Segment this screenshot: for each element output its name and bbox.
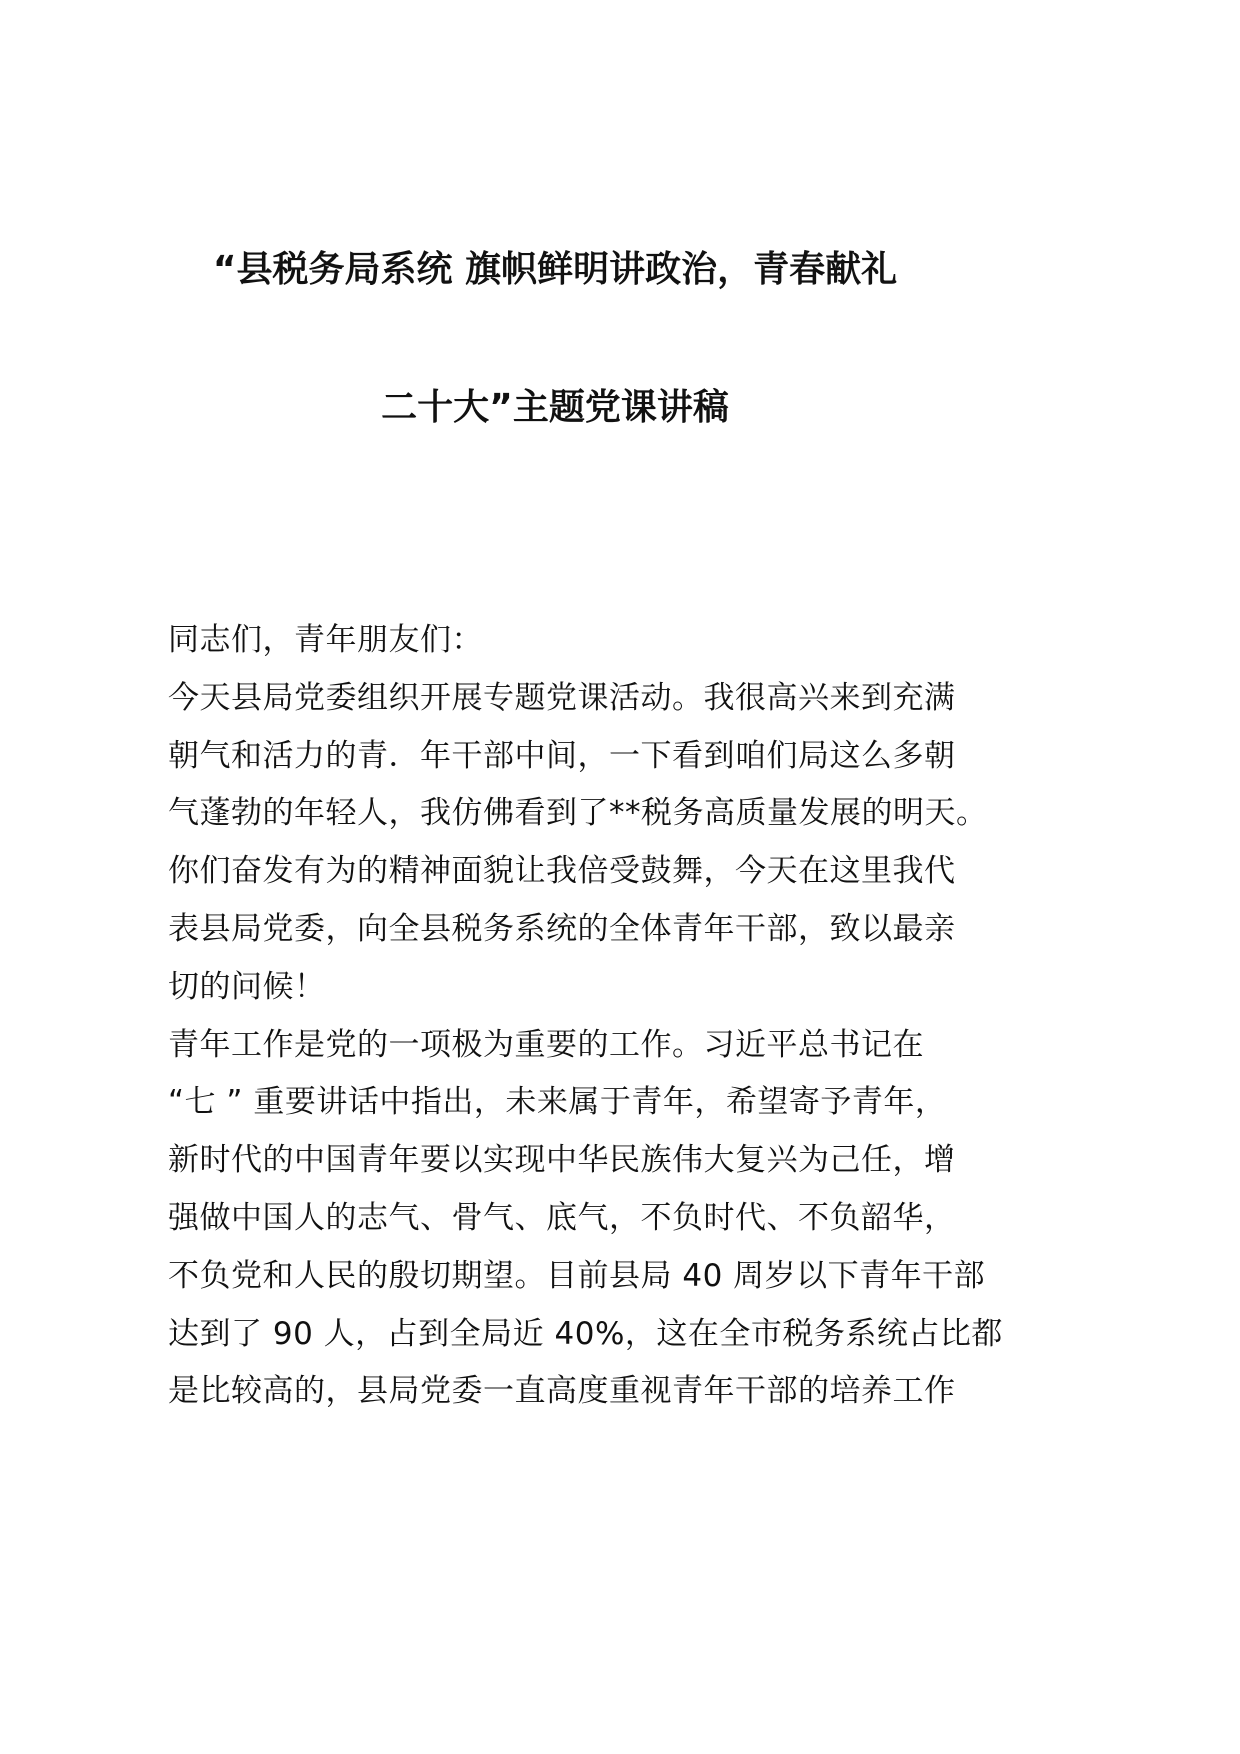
body-line: 朝气和活力的青．年干部中间，一下看到咱们局这么多朝 (168, 737, 956, 774)
salutation: 同志们，青年朋友们： (168, 622, 483, 658)
document-title-line-1: “县税务局系统 旗帜鲜明讲政治，青春献礼 (212, 249, 898, 290)
body-line: 表县局党委，向全县税务系统的全体青年干部，致以最亲 (168, 910, 956, 947)
body-line: “七 ” 重要讲话中指出，未来属于青年，希望寄予青年， (168, 1084, 947, 1121)
body-line: 青年工作是党的一项极为重要的工作。习近平总书记在 (168, 1026, 924, 1063)
body-line: 新时代的中国青年要以实现中华民族伟大复兴为己任，增 (168, 1142, 956, 1179)
body-line: 强做中国人的志气、骨气、底气，不负时代、不负韶华， (168, 1199, 956, 1236)
body-line: 是比较高的，县局党委一直高度重视青年干部的培养工作 (168, 1373, 956, 1410)
body-line: 不负党和人民的殷切期望。目前县局 40 周岁以下青年干部 (168, 1257, 986, 1294)
body-line: 切的问候！ (168, 968, 326, 1005)
body-line: 你们奋发有为的精神面貌让我倍受鼓舞，今天在这里我代 (168, 853, 956, 890)
body-line: 气蓬勃的年轻人，我仿佛看到了**税务高质量发展的明天。 (168, 795, 988, 832)
body-line: 今天县局党委组织开展专题党课活动。我很高兴来到充满 (168, 679, 956, 716)
body-line: 达到了 90 人，占到全局近 40%，这在全市税务系统占比都 (168, 1315, 1003, 1352)
document-body (168, 612, 1003, 1421)
document-title-line-2: 二十大”主题党课讲稿 (381, 387, 729, 428)
